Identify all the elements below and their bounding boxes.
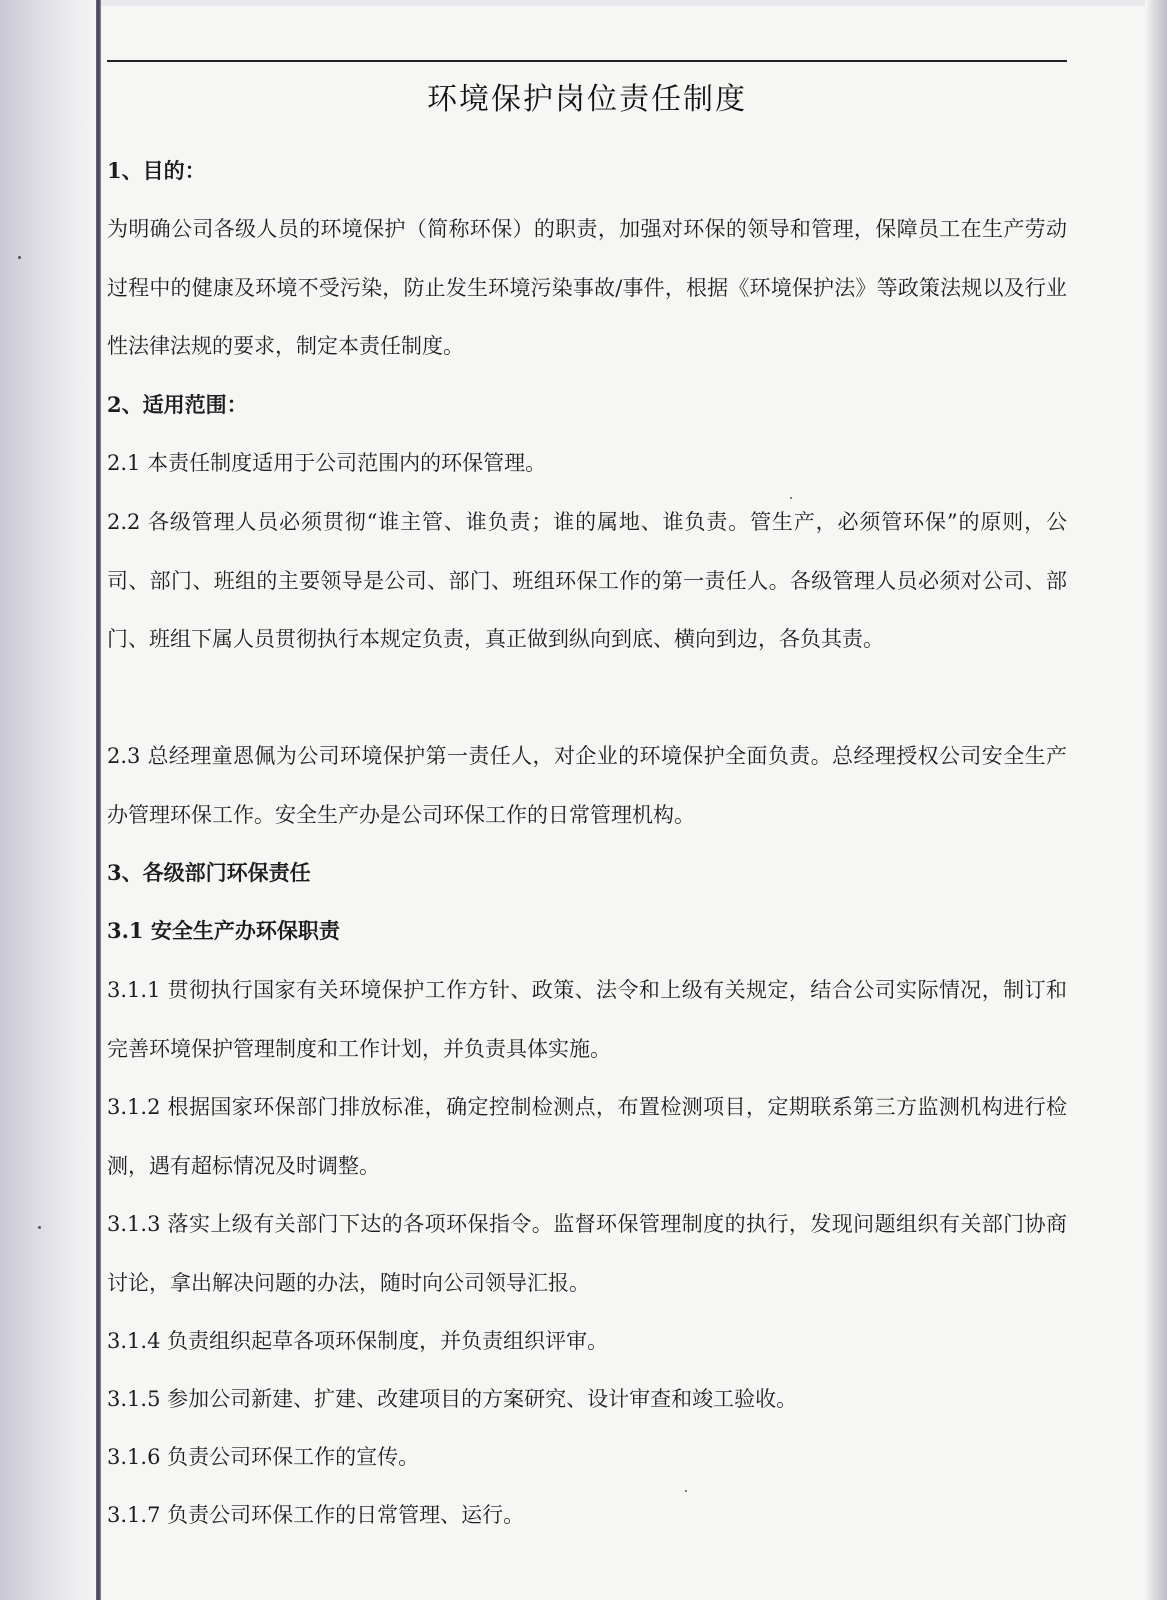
scan-top-edge — [0, 0, 1167, 6]
paragraph-2-3: 2.3 总经理童恩佩为公司环境保护第一责任人，对企业的环境保护全面负责。总经理授权公司安全生产办管理环保工作。安全生产办是公司环保工作的日常管理机构。 — [107, 744, 1067, 827]
section-heading-purpose: 1、目的： — [107, 158, 206, 183]
scan-binding-edge — [96, 0, 101, 1600]
scan-left-shadow — [0, 0, 100, 1600]
paragraph-3-1-3: 3.1.3 落实上级有关部门下达的各项环保指令。监督环保管理制度的执行，发现问题组织有关部门协商讨论，拿出解决问题的办法，随时向公司领导汇报。 — [107, 1212, 1067, 1295]
scan-speck — [38, 1226, 41, 1229]
header-rule — [107, 60, 1067, 62]
paragraph-3-1-2: 3.1.2 根据国家环保部门排放标准，确定控制检测点，布置检测项目，定期联系第三方监测机构进行检测，遇有超标情况及时调整。 — [107, 1095, 1067, 1178]
paragraph-3-1-4: 3.1.4 负责组织起草各项环保制度，并负责组织评审。 — [107, 1329, 609, 1353]
paragraph-3-1-7: 3.1.7 负责公司环保工作的日常管理、运行。 — [107, 1503, 525, 1527]
paragraph-3-1-1: 3.1.1 贯彻执行国家有关环境保护工作方针、政策、法令和上级有关规定，结合公司实际情况，制订和完善环境保护管理制度和工作计划，并负责具体实施。 — [107, 978, 1067, 1061]
paragraph-3-1-5: 3.1.5 参加公司新建、扩建、改建项目的方案研究、设计审查和竣工验收。 — [107, 1387, 798, 1411]
subsection-heading-3-1: 3.1 安全生产办环保职责 — [107, 918, 340, 943]
scan-right-edge — [1145, 0, 1167, 1600]
scan-speck — [18, 256, 21, 259]
paragraph-2-1: 2.1 本责任制度适用于公司范围内的环保管理。 — [107, 451, 547, 475]
document-title: 环境保护岗位责任制度 — [427, 82, 747, 117]
paragraph-3-1-6: 3.1.6 负责公司环保工作的宣传。 — [107, 1445, 420, 1469]
paragraph-purpose: 为明确公司各级人员的环境保护（简称环保）的职责，加强对环保的领导和管理，保障员工在生产劳动过程中的健康及环境不受污染，防止发生环境污染事故/事件，根据《环境保护法》等政策法规以及行业性法律法规的要求，制定本责任制度。 — [107, 217, 1067, 358]
section-heading-responsibilities: 3、各级部门环保责任 — [107, 860, 311, 885]
paragraph-2-2: 2.2 各级管理人员必须贯彻“谁主管、谁负责；谁的属地、谁负责。管生产，必须管环保”的原则，公司、部门、班组的主要领导是公司、部门、班组环保工作的第一责任人。各级管理人员必须对公司、部门、班组下属人员贯彻执行本规定负责，真正做到纵向到底、横向到边，各负其责。 — [107, 510, 1067, 651]
section-heading-scope: 2、适用范围： — [107, 392, 248, 417]
